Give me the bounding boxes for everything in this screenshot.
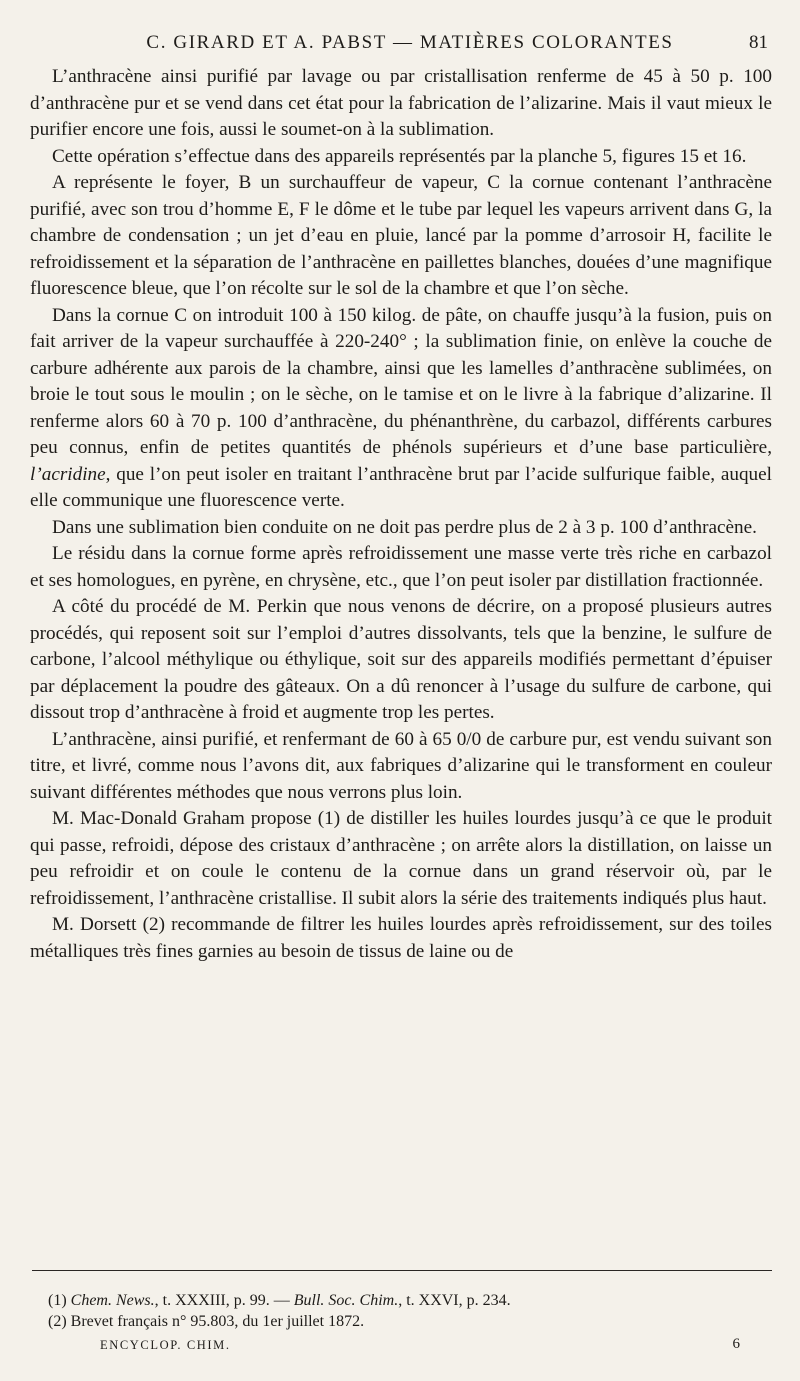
footnote	[48, 1311, 768, 1332]
footnote-mark: (2)	[48, 1313, 67, 1330]
footnote-mark: (1)	[48, 1292, 67, 1309]
footnote-text: , t. XXXIII, p. 99. —	[154, 1292, 294, 1309]
paragraph: Le résidu dans la cornue forme après refroidissement une masse verte très riche en carbazol et ses homologues, en pyrène, en chrysène, etc., que l’on peut isoler par distillation fractionnée.	[30, 543, 772, 591]
paragraph: L’anthracène, ainsi purifié, et renfermant de 60 à 65 0/0 de carbure pur, est vendu suivant son titre, et livré, comme nous l’avons dit, aux fabriques d’alizarine qui le transforment en couleur suivant différentes méthodes que nous verrons plus loin.	[30, 728, 772, 803]
paragraph-text: , que l’on peut isoler en traitant l’anthracène brut par l’acide sulfurique faible, auquel elle communique une fluorescence verte.	[30, 463, 772, 511]
running-head	[48, 28, 772, 58]
paragraph: A côté du procédé de M. Perkin que nous venons de décrire, on a proposé plusieurs autres procédés, qui reposent soit sur l’emploi d’autres dissolvants, tels que la benzine, le sulfure de carbone, l’alcool méthylique ou éthylique, soit sur des appareils modifiés permettant d’épuiser par déplacement la poudre des gâteaux. On a dû renoncer à l’usage du sulfure de carbone, qui dissout trop d’anthracène à froid et augmente trop les pertes.	[30, 596, 772, 723]
paragraph-text: Dans la cornue C on introduit 100 à 150 kilog. de pâte, on chauffe jusqu’à la fusion, puis on fait arriver de la vapeur surchauffée à 220-240° ; la sublimation finie, on enlève la couche de carbure adhérente aux parois de la chambre, ainsi que les lamelles d’anthracène sublimées, on broie le tout sous le moulin ; on le sèche, on le tamise et on le livre à la fabrique d’alizarine. Il renferme alors 60 à 70 p. 100 d’anthracène, du phénanthrène, du carbazol, différents carbures peu connus, enfin de petites quantités de phénols supérieurs et d’une base particulière,	[30, 304, 772, 458]
paragraph: Cette opération s’effectue dans des appareils représentés par la planche 5, figures 15 et 16.	[52, 145, 747, 167]
paragraph: L’anthracène ainsi purifié par lavage ou par cristallisation renferme de 45 à 50 p. 100 d’anthracène pur et se vend dans cet état pour la fabrication de l’alizarine. Mais il vaut mieux le purifier encore une fois, aussi le soumet-on à la sublimation.	[30, 66, 772, 140]
paragraph: M. Dorsett (2) recommande de filtrer les huiles lourdes après refroidissement, sur des toiles métalliques très fines garnies au besoin de tissus de laine ou de	[30, 914, 772, 962]
footnote-source: Chem. News.	[70, 1292, 155, 1309]
footnote-text: Brevet français n° 95.803, du 1er juillet 1872.	[70, 1313, 365, 1330]
paragraph: A représente le foyer, B un surchauffeur de vapeur, C la cornue contenant l’anthracène purifié, avec son trou d’homme E, F le dôme et le tube par lequel les vapeurs arrivent dans G, la chambre de condensation ; un jet d’eau en pluie, lancé par la pomme d’arrosoir H, facilite le refroidissement et la séparation de l’anthracène en paillettes blanches, douées d’une magnifique fluorescence bleue, que l’on récolte sur le sol de la chambre et que l’on sèche.	[30, 172, 772, 299]
signature-number: 6	[732, 1336, 740, 1352]
body-text	[30, 64, 772, 965]
page-number: 81	[749, 32, 768, 53]
signature-mark: ENCYCLOP. CHIM.	[100, 1338, 231, 1352]
footnote	[48, 1290, 768, 1311]
footnote-source: Bull. Soc. Chim.	[293, 1292, 399, 1309]
italic-term: l’acridine	[30, 463, 106, 485]
paragraph: Dans une sublimation bien conduite on ne doit pas perdre plus de 2 à 3 p. 100 d’anthracène.	[52, 516, 757, 538]
footnote-text: , t. XXVI, p. 234.	[398, 1292, 511, 1309]
paragraph: M. Mac-Donald Graham propose (1) de distiller les huiles lourdes jusqu’à ce que le produit qui passe, refroidi, dépose des cristaux d’anthracène ; on arrête alors la distillation, on laisse un peu refroidir et on coule le contenu de la cornue dans un grand réservoir où, par le refroidissement, l’anthracène cristallise. Il subit alors la série des traitements indiqués plus haut.	[30, 808, 772, 909]
footnotes	[48, 1290, 768, 1332]
running-title: C. GIRARD ET A. PABST — MATIÈRES COLORANTES	[146, 32, 674, 53]
footnote-rule	[32, 1270, 772, 1271]
paragraph	[30, 303, 772, 515]
